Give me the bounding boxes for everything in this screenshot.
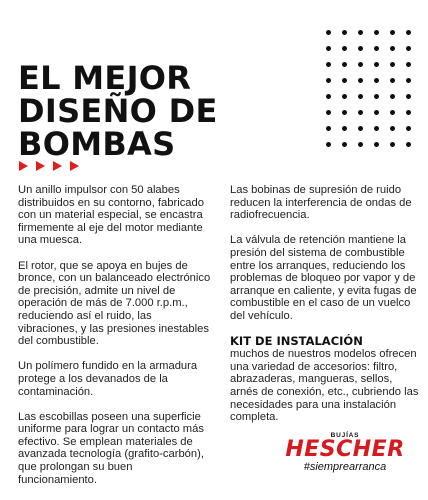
brand-prefix: BUJÍAS <box>330 432 360 439</box>
page-title <box>18 59 218 163</box>
arrow-right-icon <box>53 161 62 171</box>
brand-name: HESCHER <box>285 437 405 462</box>
paragraph-brushes: Las escobillas poseen una superficie uniforme para lograr un contacto más efectivo. Se emplean materiales de avanzada tecnología (grafito-carbón), que prolongan su buen funcionamiento. <box>18 410 204 486</box>
brand-tagline: #siemprearranca <box>303 461 387 473</box>
kit-heading: KIT DE INSTALACIÓN <box>230 334 363 349</box>
paragraph-valve: La válvula de retención mantiene la presión del sistema de combustible entre los arranques, reduciendo los problemas de bloqueo por vapor y de arranque en caliente, y evita fugas de combustible en el caso de un vuelco del vehículo. <box>230 234 417 322</box>
paragraph-polymer: Un polímero fundido en la armadura protege a los devanados de la contaminación. <box>18 360 198 398</box>
brand-logo <box>280 432 410 473</box>
paragraph-rotor: El rotor, que se apoya en bujes de bronce, con un balanceado electrónico de precisión, admite un nivel de operación de más de 7.000 r.p.m., reduciendo así el ruido, las vibraciones, y las presiones inestables del combustible. <box>18 259 211 348</box>
arrow-right-icon <box>19 161 28 171</box>
paragraph-coils: Las bobinas de supresión de ruido reducen la interferencia de ondas de radiofrecuencia. <box>230 184 412 222</box>
title-line-2: DISEÑO DE <box>18 92 218 130</box>
dot-grid-decoration <box>326 30 411 147</box>
arrow-right-icon <box>36 161 45 171</box>
paragraph-kit: muchos de nuestros modelos ofrecen una variedad de accesorios: filtro, abrazaderas, mangueras, sellos, arnés de conexión, etc., cubriendo las necesidades para una instalación completa. <box>230 348 419 424</box>
right-column <box>230 184 422 436</box>
title-line-1: EL MEJOR <box>18 59 192 97</box>
left-column <box>18 184 213 499</box>
title-line-3: BOMBAS <box>18 125 176 163</box>
paragraph-impeller: Un anillo impulsor con 50 alabes distribuidos en su contorno, fabricado con un material especial, se encastra firmemente al eje del motor mediante una muesca. <box>18 184 204 247</box>
arrow-right-icon <box>70 161 79 171</box>
red-arrows-decoration <box>19 161 79 171</box>
